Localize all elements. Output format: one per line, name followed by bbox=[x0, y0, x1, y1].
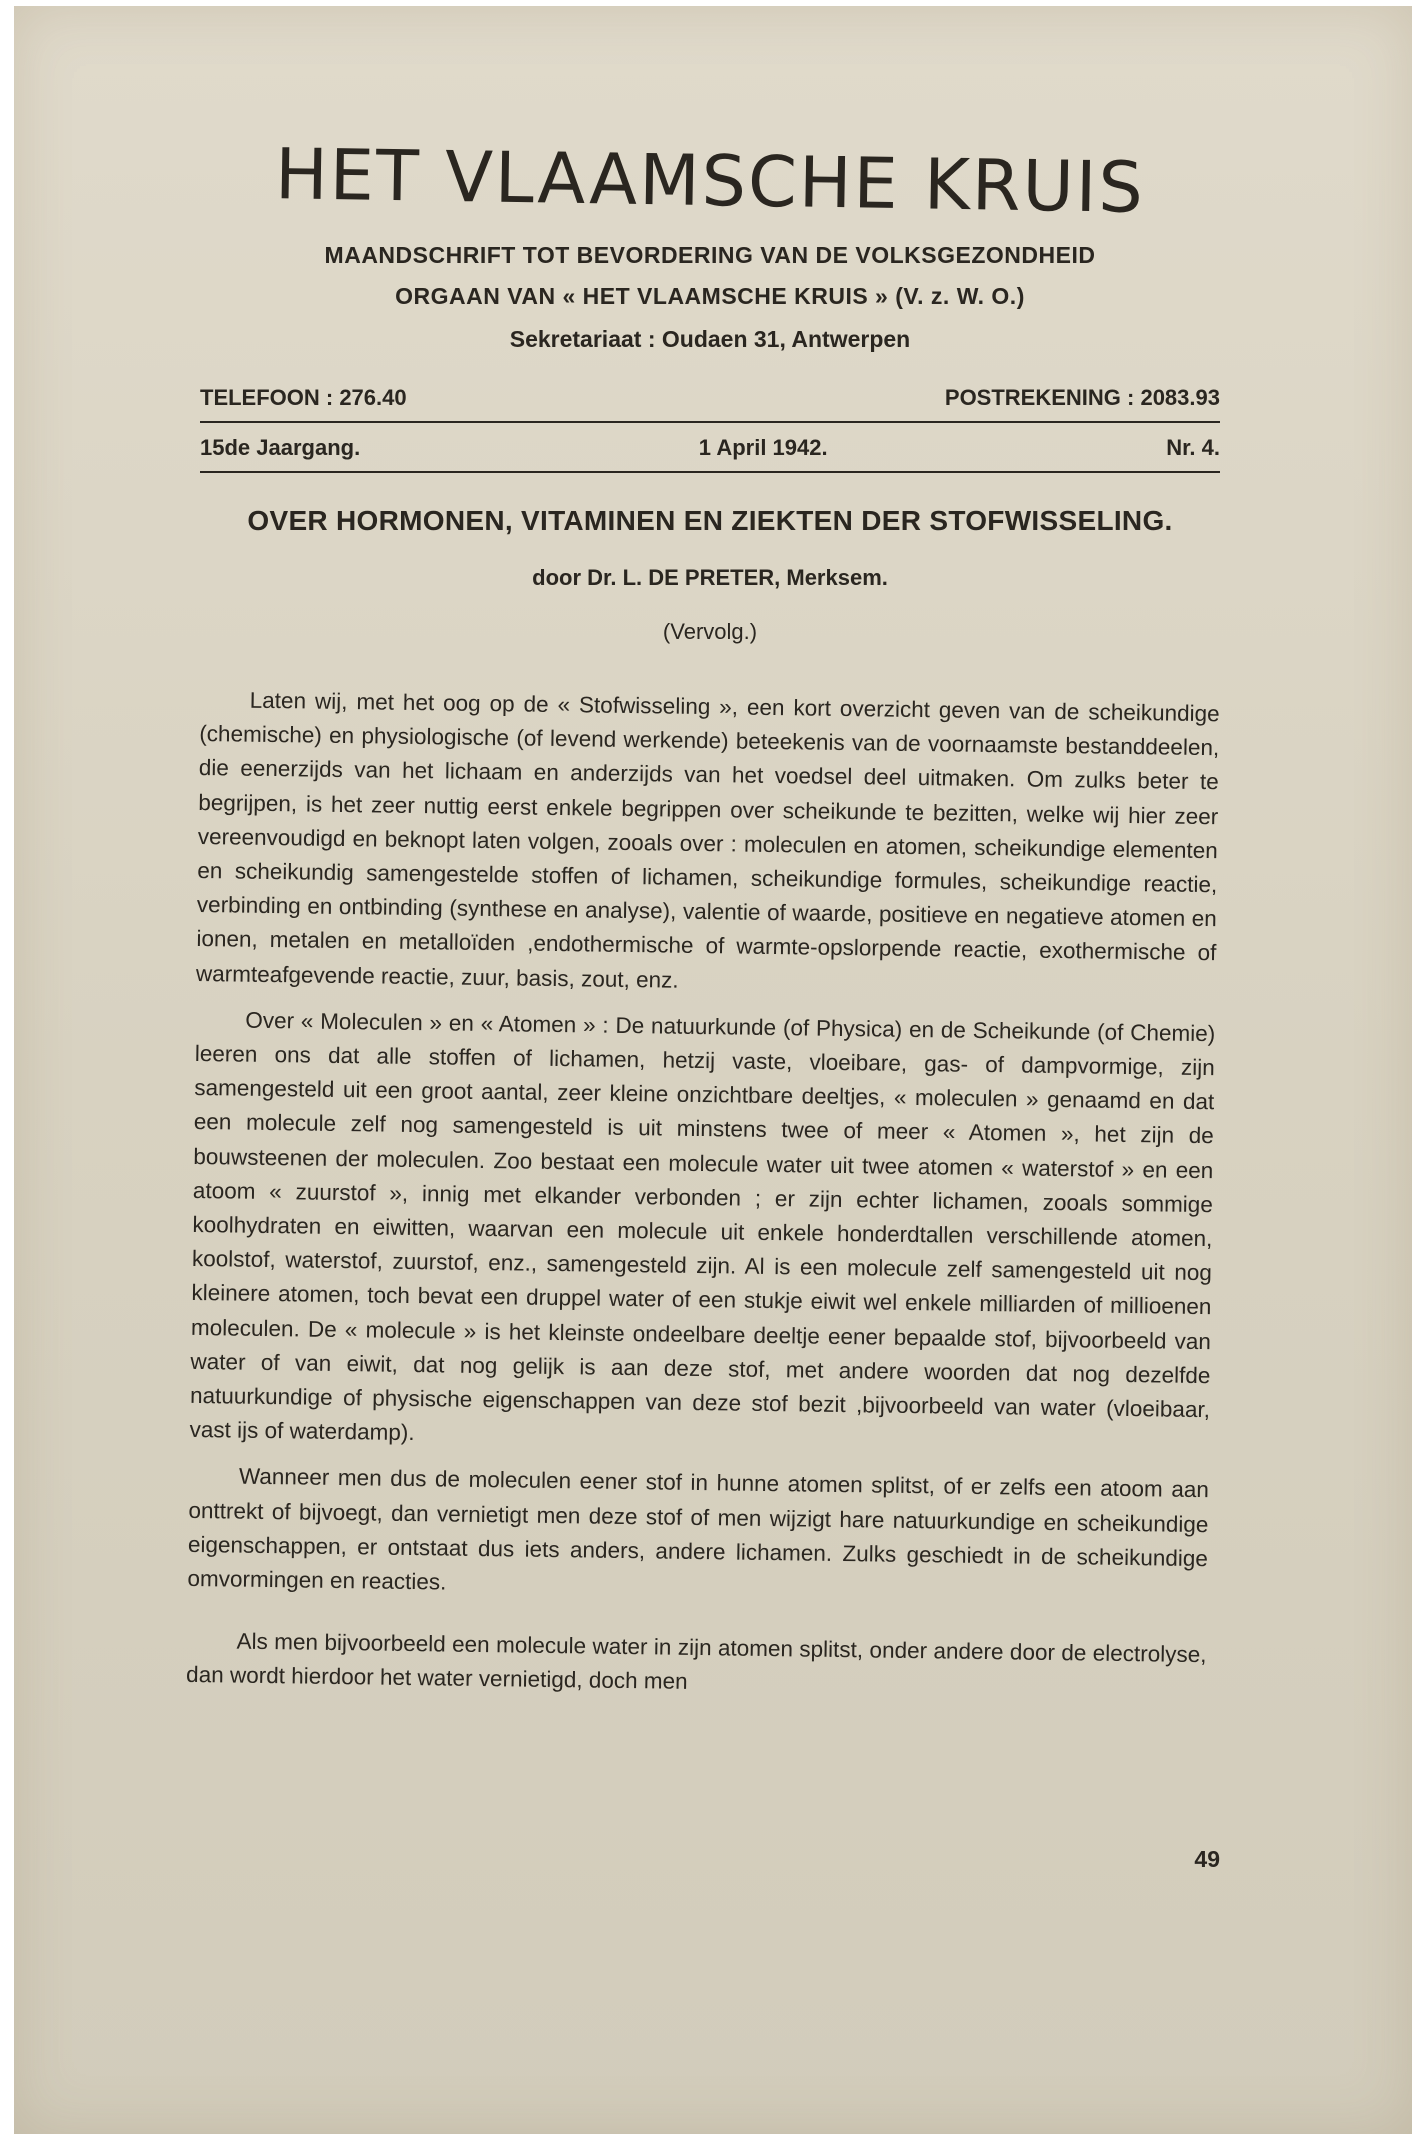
masthead-organ: ORGAAN VAN « HET VLAAMSCHE KRUIS » (V. z. W. O.) bbox=[395, 283, 1025, 309]
article-title: OVER HORMONEN, VITAMINEN EN ZIEKTEN DER STOFWISSELING. bbox=[247, 505, 1173, 536]
page-number: 49 bbox=[1194, 1846, 1220, 1872]
page-content bbox=[185, 133, 1220, 1872]
paragraph: Wanneer men dus de moleculen eener stof in hunne atomen splitst, of er zelfs een atoom aan onttrekt of bijvoegt, dan vernietigt men deze stof of men wijzigt hare natuurkundige en scheikundige eigenschappen, er ontstaat dus iets anders, andere lichamen. Zulks geschiedt in de scheikundige omvormingen en reacties. bbox=[187, 1464, 1210, 1595]
contact-row bbox=[200, 359, 1220, 411]
issue-date: 1 April 1942. bbox=[698, 435, 828, 460]
header-rule-bottom bbox=[200, 471, 1220, 473]
article-author: door Dr. L. DE PRETER, Merksem. bbox=[532, 565, 888, 590]
paragraph: Laten wij, met het oog op de « Stofwisseling », een kort overzicht geven van de scheikundige (chemische) en physiologische (of levend werkende) beteekenis van de voornaamste bestanddeelen, die eenerzijds van het lichaam en anderzijds van het voedsel deel uitmaken. Om zulks beter te begrijpen, is het zeer nuttig eerst enkele begrippen over scheikunde te bezitten, welke wij hier zeer vereenvoudigd en beknopt laten volgen, zooals over : moleculen en atomen, scheikundige elementen en scheikundig samengestelde stoffen of lichamen, scheikundige formules, scheikundige reactie, verbinding en ontbinding (synthese en analyse), valentie of waarde, positieve en negatieve atomen en ionen, metalen en metalloïden ,endothermische of warmte-opslorpende reactie, exothermische of warmteafgevende reactie, zuur, basis, zout, enz. bbox=[195, 687, 1220, 993]
issue-row bbox=[200, 423, 1220, 471]
paragraph: Als men bijvoorbeeld een molecule water in zijn atomen splitst, onder andere door de electrolyse, dan wordt hierdoor het water vernietigd, doch men bbox=[185, 1628, 1207, 1695]
issue-volume: 15de Jaargang. bbox=[200, 435, 361, 460]
postal-account: POSTREKENING : 2083.93 bbox=[944, 385, 1220, 410]
issue-number: Nr. 4. bbox=[1166, 435, 1220, 460]
article-continuation: (Vervolg.) bbox=[662, 619, 758, 644]
paper-page bbox=[14, 6, 1412, 2134]
article-body bbox=[186, 683, 1220, 1707]
masthead-title: HET VLAAMSCHE KRUIS bbox=[274, 133, 1146, 229]
paragraph: Over « Moleculen » en « Atomen » : De natuurkunde (of Physica) en de Scheikunde (of Chemie) leeren ons dat alle stoffen of lichamen, hetzij vaste, vloeibare, gas- of dampvormige, zijn samengesteld uit een groot aantal, zeer kleine onzichtbare deeltjes, « moleculen » genaamd en dat een molecule zelf nog samengesteld is uit minstens twee of meer « Atomen », het zijn de bouwsteenen der moleculen. Zoo bestaat een molecule water uit twee atomen « waterstof » en een atoom « zuurstof », innig met elkander verbonden ; er zijn echter lichamen, zooals sommige koolhydraten en eiwitten, waarvan een molecule uit enkele honderdtallen verschillende atomen, koolstof, waterstof, zuurstof, enz., samengesteld zijn. Al is een molecule zelf samengesteld uit nog kleinere atomen, toch bevat een druppel water of een stukje eiwit wel enkele milliarden of millioenen moleculen. De « molecule » is het kleinste ondeelbare deeltje eener bepaalde stof, bijvoorbeeld van water of van eiwit, dat nog gelijk is aan deze stof, met andere woorden dat nog dezelfde natuurkundige of physische eigenschappen van deze stof bezit ,bijvoorbeeld van water (vloeibaar, vast ijs of waterdamp). bbox=[189, 1007, 1216, 1446]
masthead-secretariat: Sekretariaat : Oudaen 31, Antwerpen bbox=[509, 326, 911, 352]
masthead-subtitle: MAANDSCHRIFT TOT BEVORDERING VAN DE VOLKSGEZONDHEID bbox=[324, 242, 1096, 268]
telephone: TELEFOON : 276.40 bbox=[200, 385, 407, 410]
